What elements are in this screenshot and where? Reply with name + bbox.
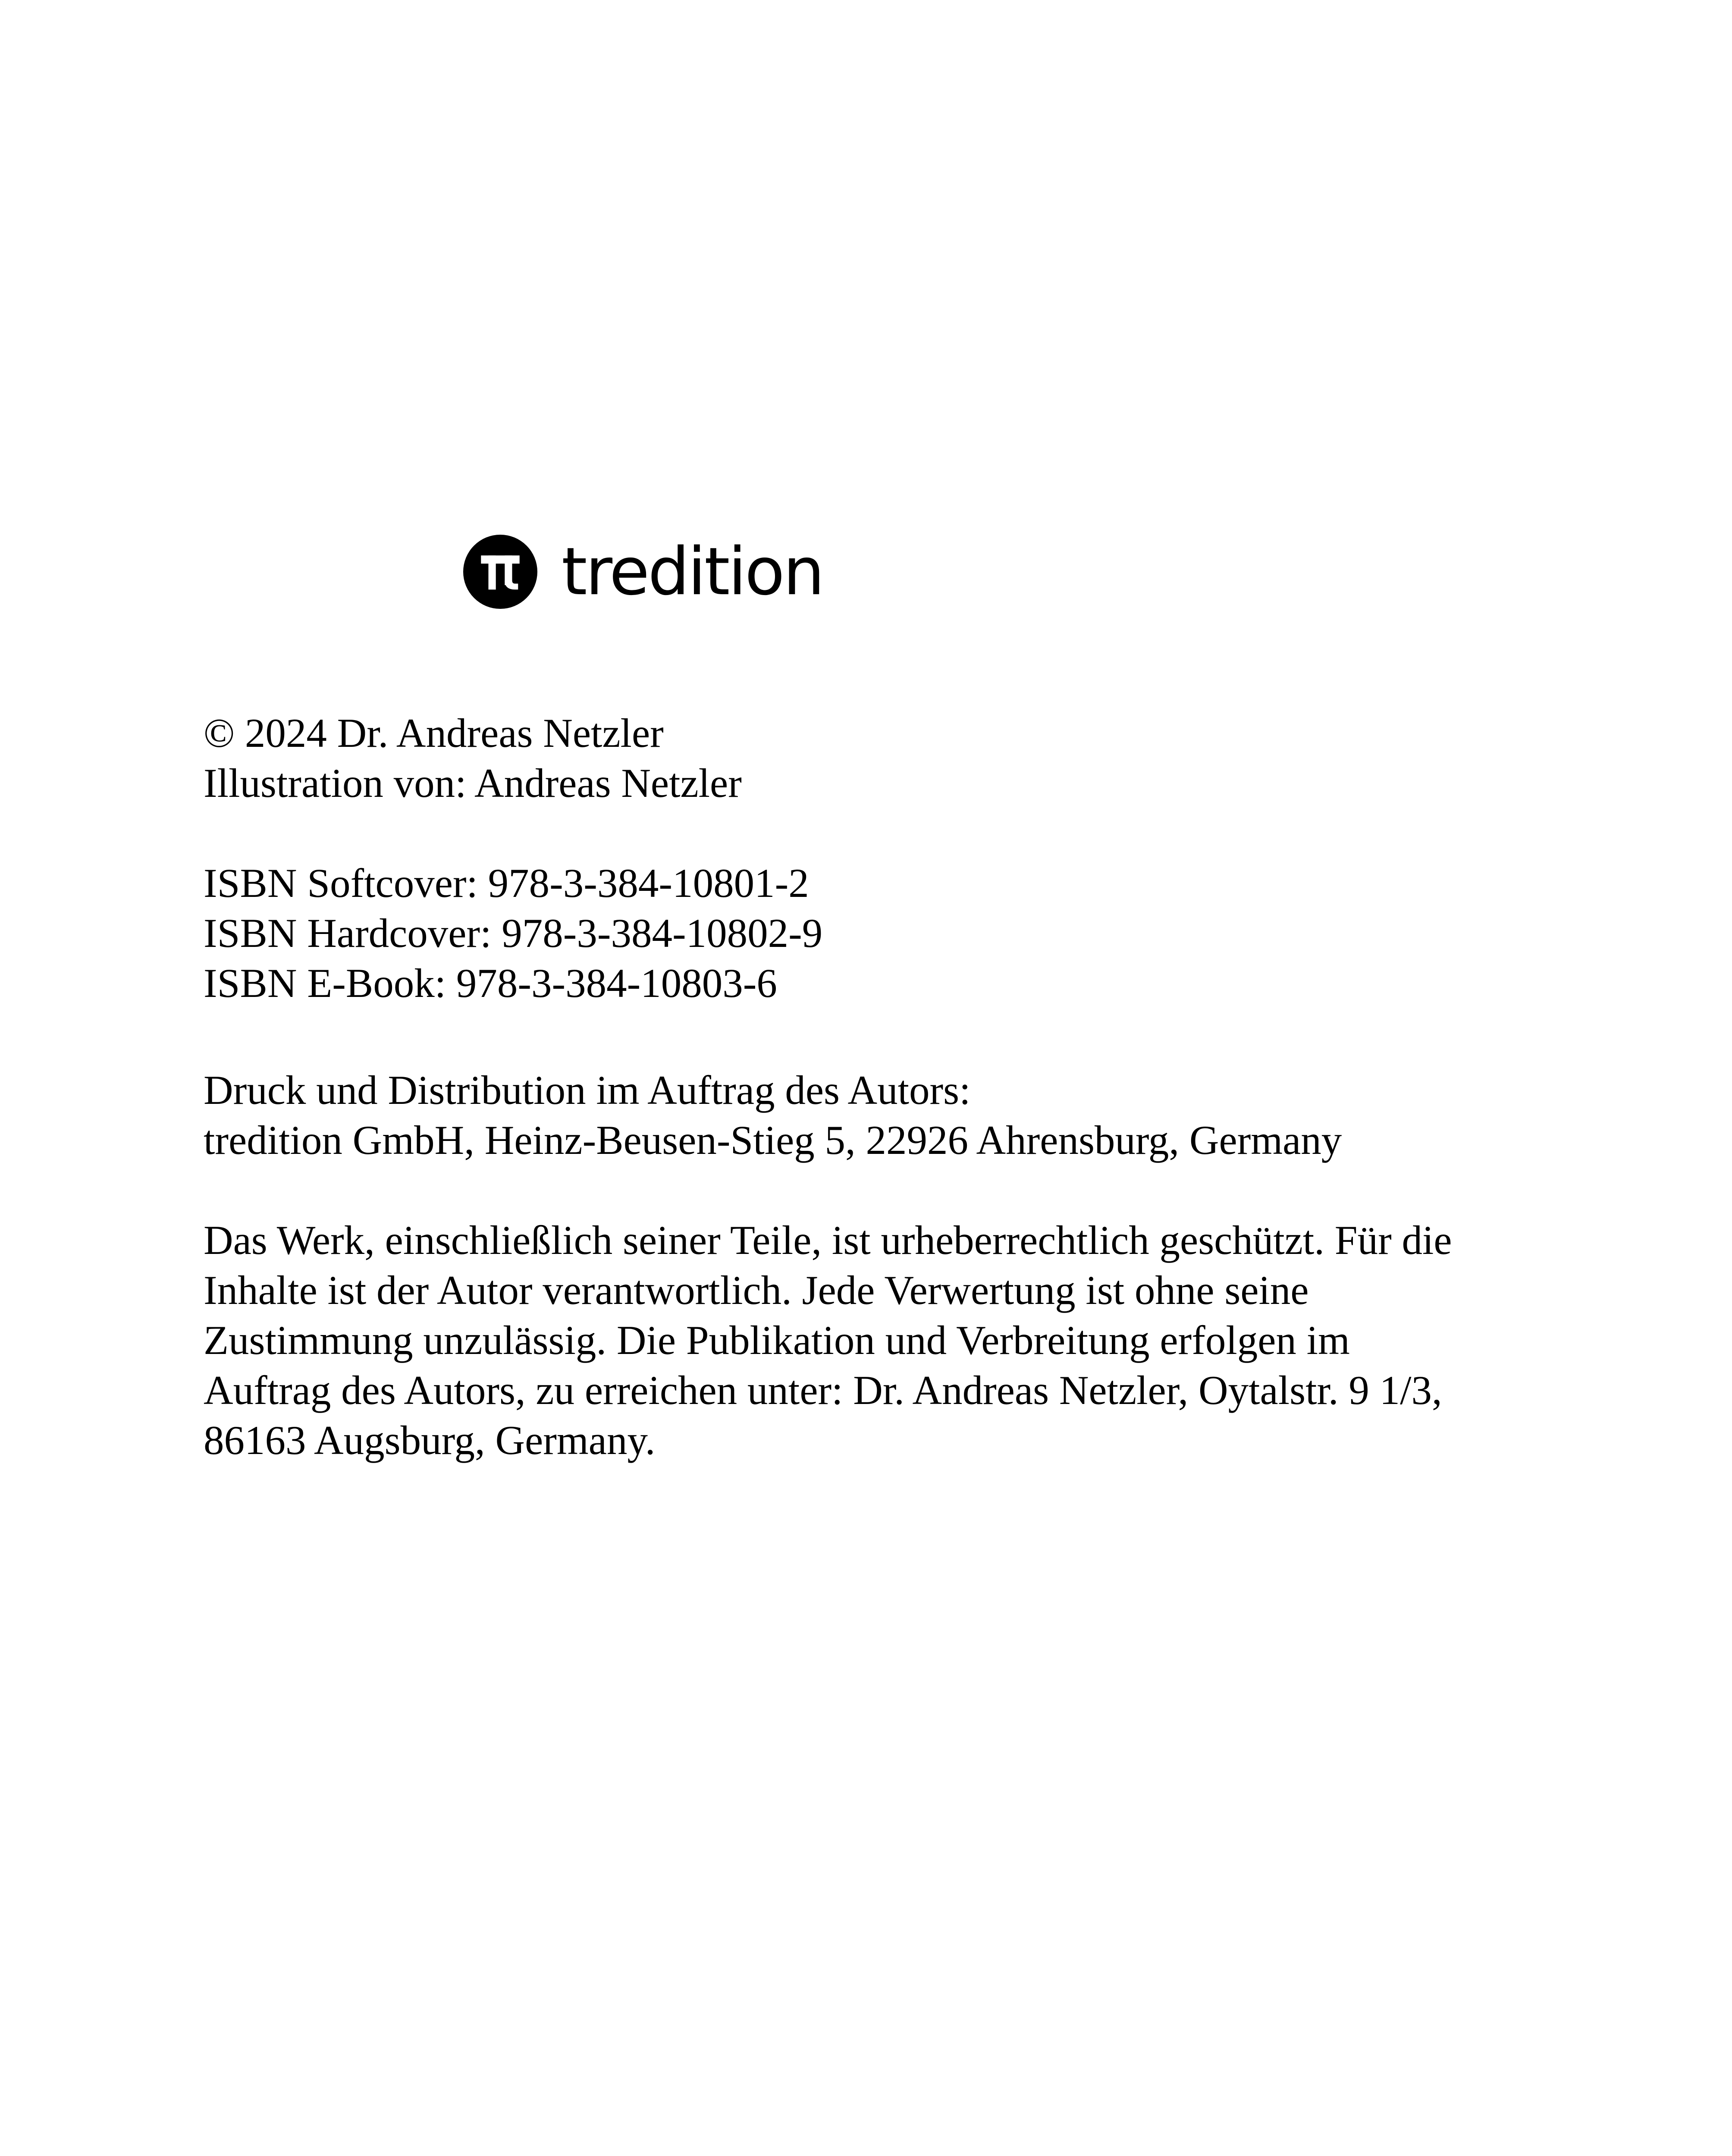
isbn-hardcover: ISBN Hardcover: 978-3-384-10802-9 <box>204 910 823 956</box>
print-distribution-block <box>204 1065 1584 1165</box>
rights-line: Zustimmung unzulässig. Die Publikation und Verbreitung erfolgen im <box>204 1317 1350 1363</box>
isbn-softcover: ISBN Softcover: 978-3-384-10801-2 <box>204 860 809 906</box>
copyright-line: © 2024 Dr. Andreas Netzler <box>204 710 664 756</box>
rights-line: Das Werk, einschließlich seiner Teile, ist urheberrechtlich geschützt. Für die <box>204 1217 1452 1263</box>
rights-line: 86163 Augsburg, Germany. <box>204 1417 656 1463</box>
publisher-address: tredition GmbH, Heinz-Beusen-Stieg 5, 22926 Ahrensburg, Germany <box>204 1117 1342 1163</box>
rights-notice <box>204 1215 1584 1465</box>
copyright-block <box>204 708 1584 808</box>
publisher-logo <box>463 533 823 611</box>
isbn-ebook: ISBN E-Book: 978-3-384-10803-6 <box>204 960 777 1006</box>
logo-wordmark: tredition <box>562 533 823 610</box>
illustration-credit: Illustration von: Andreas Netzler <box>204 760 742 806</box>
tredition-logo-icon <box>463 535 537 609</box>
isbn-block <box>204 858 1584 1008</box>
rights-line: Inhalte ist der Autor verantwortlich. Jede Verwertung ist ohne seine <box>204 1267 1309 1313</box>
rights-line: Auftrag des Autors, zu erreichen unter: Dr. Andreas Netzler, Oytalstr. 9 1/3, <box>204 1367 1442 1413</box>
print-distribution-heading: Druck und Distribution im Auftrag des Autors: <box>204 1067 971 1113</box>
